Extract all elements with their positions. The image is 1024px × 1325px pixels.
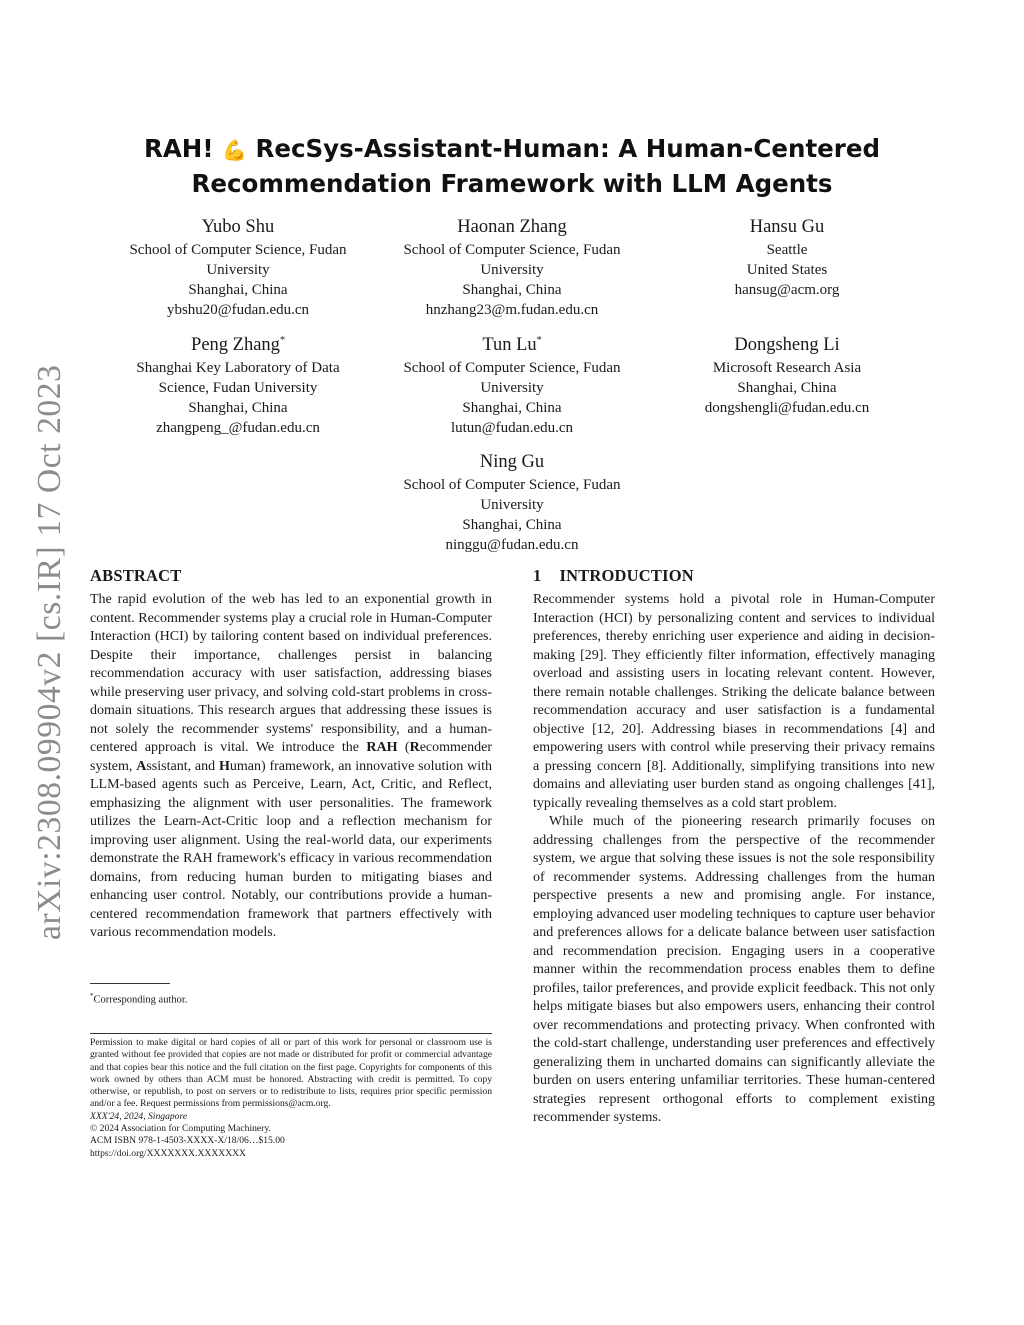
abstract-body: The rapid evolution of the web has led to an exponential growth in content. Recommender systems play a crucial role in Human-Computer Interaction (HCI) by tailoring content based on individual preferences. Despite their importance, challenges persist in balancing recommendation accuracy with user satisfaction, addressing biases while preserving user privacy, and solving cold-start problems in cross-domain situations. This research argues that addressing these issues is not solely the recommender systems' responsibility, and a human-centered approach is vital. We introduce the RAH (Recommender system, Assistant, and Human) framework, an innovative solution with LLM-based agents such as Perceive, Learn, Act, Critic, and Reflect, emphasizing the alignment with user personalities. The framework utilizes the Learn-Act-Critic loop and a reflection mechanism for improving user alignment. Using the real-world data, our experiments demonstrate the RAH framework's efficacy in various recommendation domains, from reducing human burden to mitigating biases and enhancing user control. Notably, our contributions provide a human-centered recommendation framework that partners effectively with various recommendation models. bbox=[90, 592, 493, 940]
author-affiliation: University bbox=[206, 262, 270, 278]
author-location: Shanghai, China bbox=[188, 400, 288, 416]
author-block bbox=[647, 333, 927, 418]
author-location: United States bbox=[746, 262, 828, 278]
author-email: lutun@fudan.edu.cn bbox=[450, 420, 574, 436]
author-affiliation: School of Computer Science, Fudan bbox=[403, 242, 621, 258]
corresponding-mark: * bbox=[536, 334, 542, 346]
author-block bbox=[372, 215, 652, 320]
doi: https://doi.org/XXXXXXX.XXXXXXX bbox=[90, 1147, 246, 1159]
author-name: Hansu Gu bbox=[749, 217, 825, 237]
footnote: *Corresponding author. bbox=[90, 992, 188, 1006]
isbn: ACM ISBN 978-1-4503-XXXX-X/18/06…$15.00 bbox=[90, 1135, 285, 1147]
author-block bbox=[98, 215, 378, 320]
author-affiliation: Science, Fudan University bbox=[158, 380, 318, 396]
author-affiliation: University bbox=[480, 262, 544, 278]
author-name: Haonan Zhang bbox=[457, 217, 567, 237]
author-name: Tun Lu* bbox=[482, 334, 542, 355]
author-location: Shanghai, China bbox=[188, 282, 288, 298]
author-affiliation: School of Computer Science, Fudan bbox=[403, 477, 621, 493]
author-name: Yubo Shu bbox=[201, 217, 275, 237]
title-part2: RecSys-Assistant-Human: A Human-Centered bbox=[255, 134, 881, 163]
permission-text: Permission to make digital or hard copies of all or part of this work for personal or classroom use is granted without fee provided that copies are not made or distributed for profit or commercial advantage and that copies bear this notice and the full citation on the first page. Copyrights for components of this work owned by others than ACM must be honored. Abstracting with credit is permitted. To copy otherwise, or republish, to post on servers or to redistribute to lists, requires prior specific permission and/or a fee. Request permissions from permissions@acm.org. bbox=[90, 1037, 492, 1110]
corresponding-mark: * bbox=[279, 334, 285, 346]
author-block bbox=[647, 215, 927, 300]
author-name: Peng Zhang* bbox=[191, 334, 285, 355]
author-affiliation: School of Computer Science, Fudan bbox=[403, 360, 621, 376]
author-affiliation: University bbox=[480, 380, 544, 396]
author-name: Dongsheng Li bbox=[734, 335, 840, 355]
flexed-arm-icon: 💪 bbox=[222, 138, 247, 162]
author-email: ybshu20@fudan.edu.cn bbox=[166, 302, 310, 318]
author-email: zhangpeng_@fudan.edu.cn bbox=[156, 420, 320, 436]
copyright: © 2024 Association for Computing Machinery. bbox=[90, 1123, 271, 1135]
introduction-heading: 1 INTRODUCTION bbox=[533, 566, 694, 585]
title-line2: Recommendation Framework with LLM Agents bbox=[191, 169, 833, 198]
author-location: Shanghai, China bbox=[462, 282, 562, 298]
intro-paragraph: While much of the pioneering research primarily focuses on addressing challenges from the perspective of the recommender system, we argue that solving these issues is not the sole responsibility of recommender systems. Addressing challenges from the human perspective presents a new and promising angle. For instance, employing advanced user modeling techniques to capture user behavior and preferences allows for a delicate balance between user satisfaction and recommendation precision. Engaging users in a cooperative manner within the recommendation process enables them to define profiles, tailor preferences, and provide explicit feedback. This not only helps mitigate biases but also empowers users, enhancing their control over recommendations and protecting privacy. When confronted with the cold-start challenge, understanding user preferences and effectively generalizing them in uncharted domains can significantly alleviate the burden on users entering unfamiliar territories. These human-centered strategies represent orthogonal efforts to complement existing recommender systems. bbox=[533, 814, 935, 1125]
abstract-heading: ABSTRACT bbox=[90, 566, 182, 585]
author-location: Shanghai, China bbox=[462, 517, 562, 533]
author-location: Shanghai, China bbox=[462, 400, 562, 416]
author-affiliation: School of Computer Science, Fudan bbox=[129, 242, 347, 258]
intro-paragraph: Recommender systems hold a pivotal role in Human-Computer Interaction (HCI) by personalizing content and services to individual preferences, thereby enriching user experience and aiding in decision-making [29]. They efficiently filter information, effectively managing overload and assisting users in locating relevant content. However, there remain notable challenges. Striking the delicate balance between recommendation accuracy and user satisfaction is a fundamental objective [12, 20]. Addressing biases in recommendations [4] and empowering users with control while preserving their privacy remains a pressing concern [8]. Additionally, simplifying transitions into new domains and alleviating user burden stand as ongoing challenges [41], typically revealing themselves as a cold start problem. bbox=[533, 592, 935, 811]
permission-block bbox=[90, 1037, 492, 1160]
author-email: ninggu@fudan.edu.cn bbox=[445, 537, 579, 553]
footnote-rule bbox=[90, 983, 170, 984]
title-part1: RAH! bbox=[143, 134, 214, 163]
arxiv-identifier: arXiv:2308.09904v2 [cs.IR] 17 Oct 2023 bbox=[31, 364, 68, 940]
author-email: dongshengli@fudan.edu.cn bbox=[704, 400, 870, 416]
paper-title bbox=[90, 132, 934, 201]
venue: XXX'24, 2024, Singapore bbox=[90, 1110, 188, 1122]
author-affiliation: Seattle bbox=[766, 242, 808, 258]
author-affiliation: Shanghai Key Laboratory of Data bbox=[136, 360, 340, 376]
permission-rule bbox=[90, 1033, 492, 1034]
author-affiliation: Microsoft Research Asia bbox=[712, 360, 862, 376]
author-affiliation: University bbox=[480, 497, 544, 513]
author-block bbox=[372, 450, 652, 555]
author-block bbox=[98, 333, 378, 438]
author-email: hansug@acm.org bbox=[734, 282, 840, 298]
author-email: hnzhang23@m.fudan.edu.cn bbox=[425, 302, 599, 318]
author-block bbox=[372, 333, 652, 438]
author-name: Ning Gu bbox=[479, 452, 545, 472]
introduction-body bbox=[533, 591, 935, 1128]
author-location: Shanghai, China bbox=[737, 380, 837, 396]
